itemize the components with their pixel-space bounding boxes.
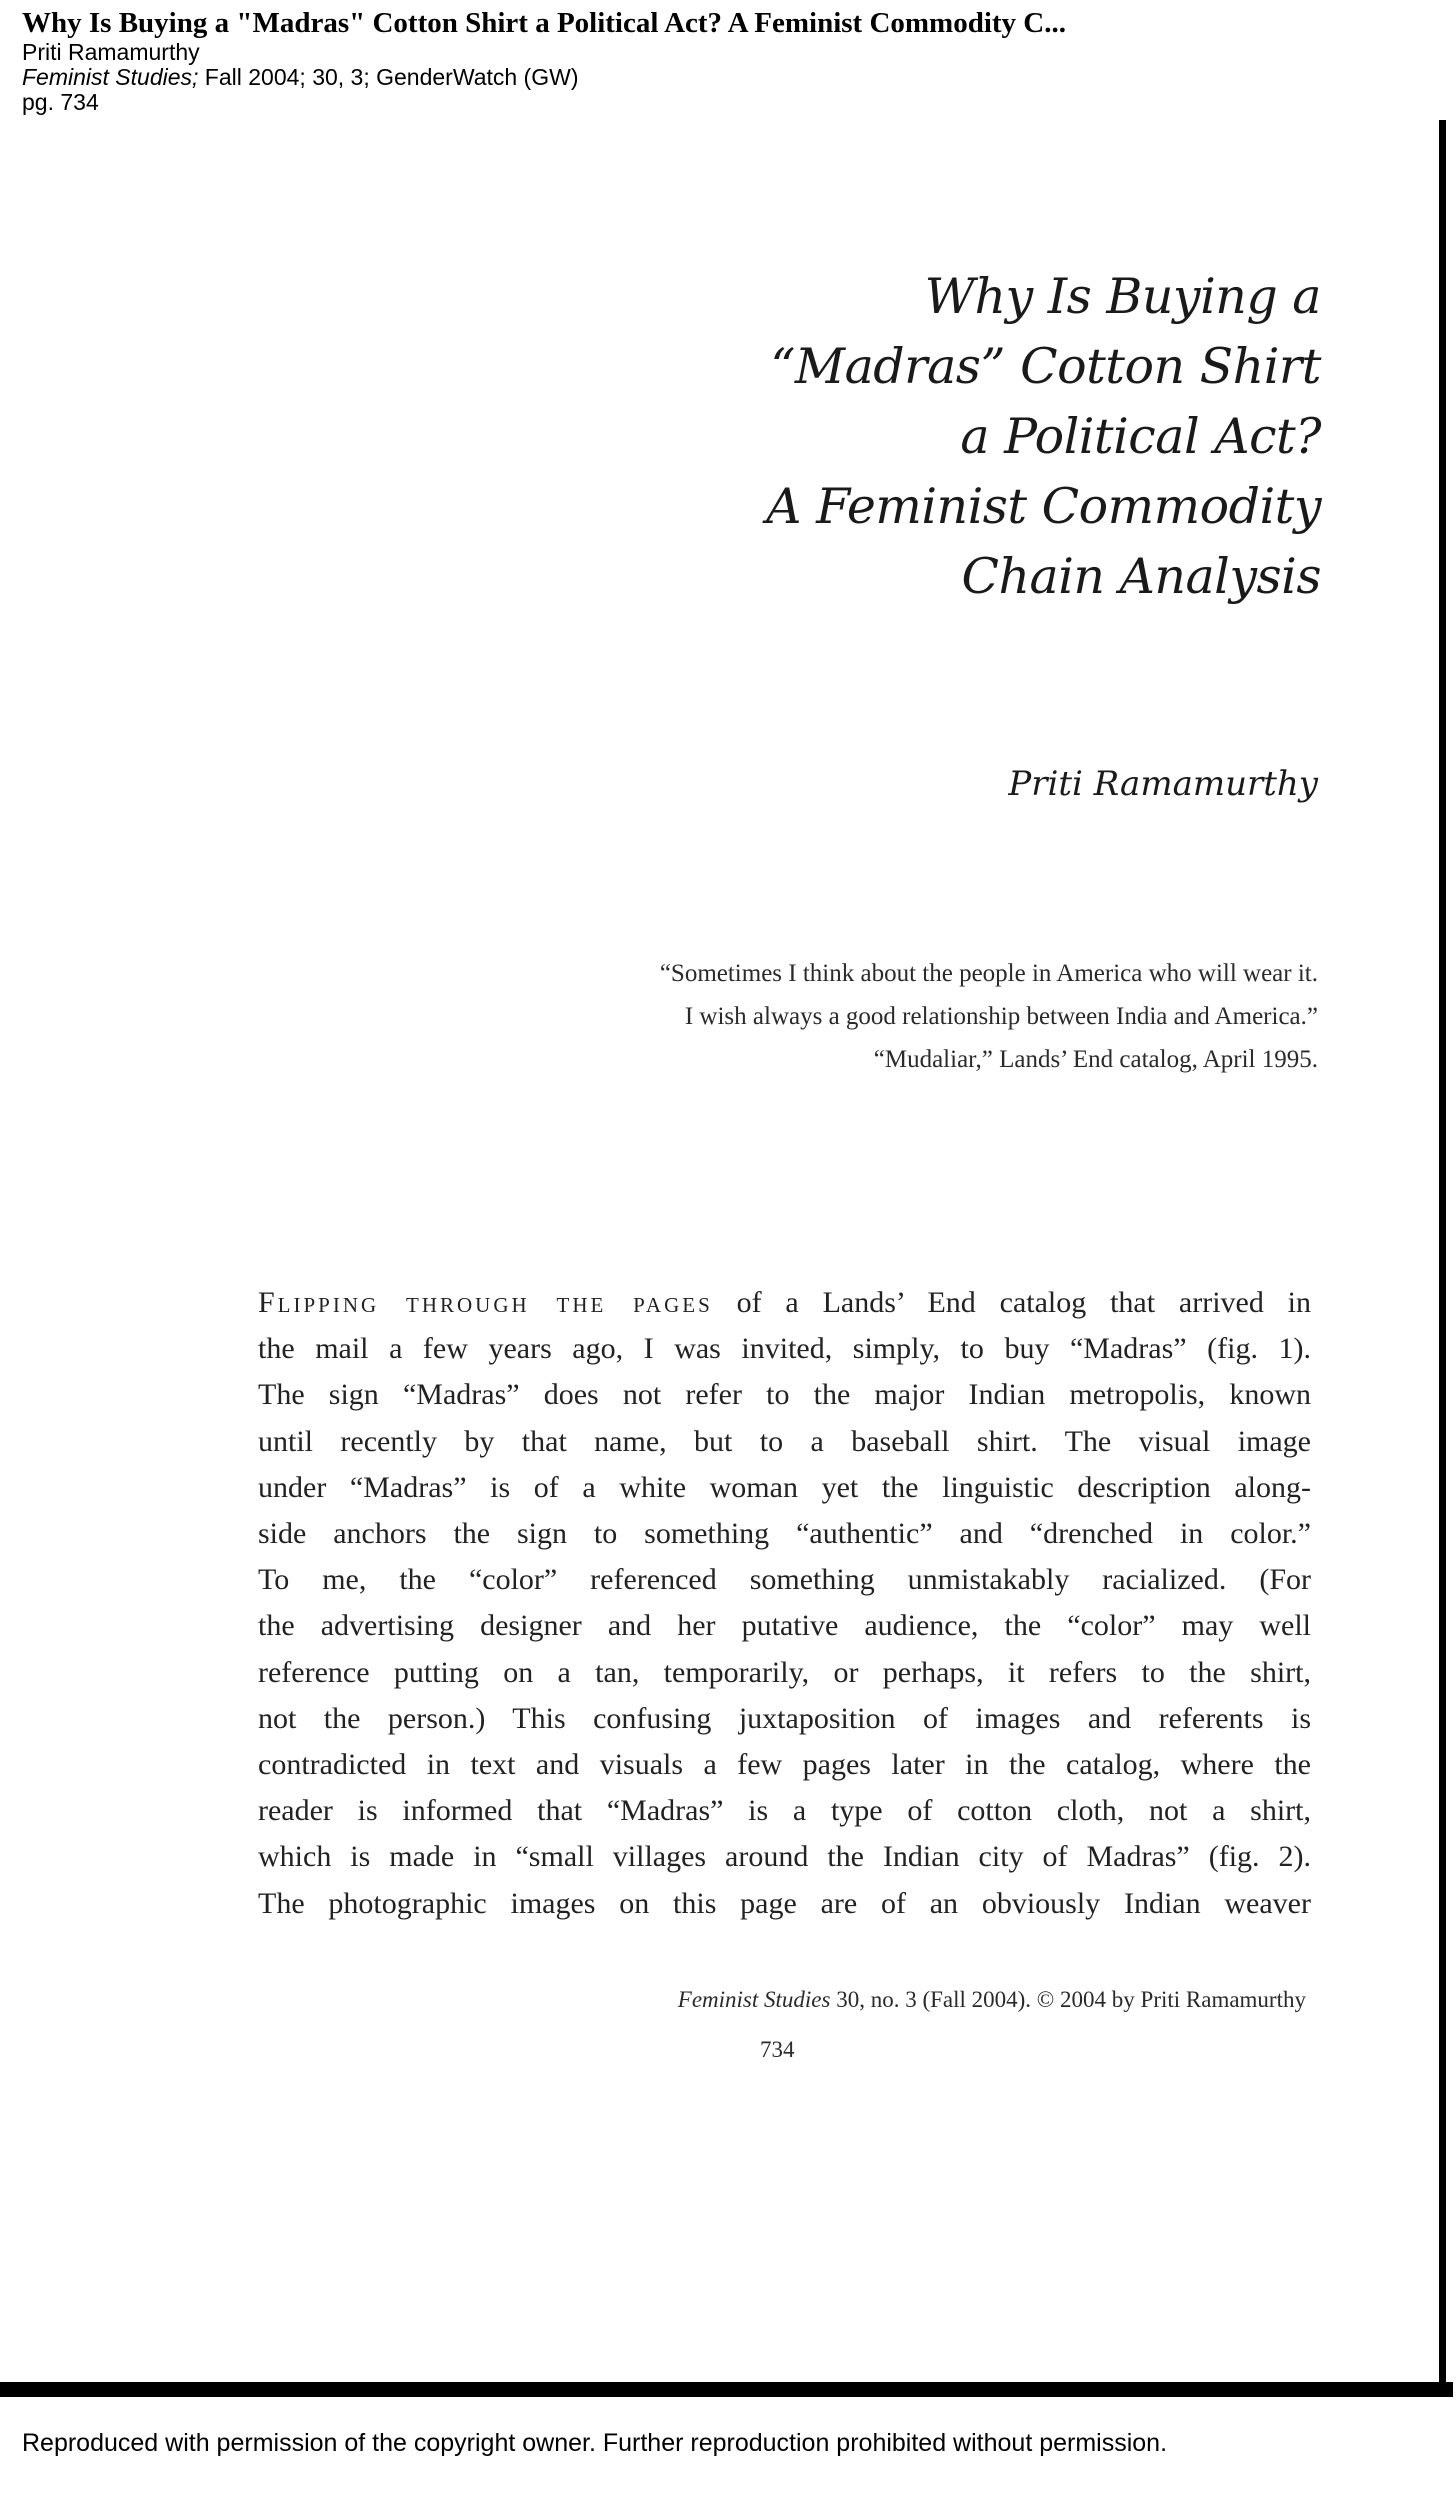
article-title-line: Why Is Buying a [924,268,1321,325]
body-line: not the person.) This confusing juxtaposition of images and referents is [258,1701,1311,1735]
body-line: The photographic images on this page are of an obviously Indian weaver [258,1886,1311,1920]
source-details: Fall 2004; 30, 3; GenderWatch (GW) [198,64,579,90]
source-line [22,65,1422,90]
article-title-line: A Feminist Commodity [766,478,1321,535]
epigraph [660,952,1318,1081]
document-title: Why Is Buying a "Madras" Cotton Shirt a Political Act? A Feminist Commodity C... [22,7,1066,39]
source-journal: Feminist Studies; [22,64,199,90]
article-title [766,262,1321,612]
database-header [22,6,1422,115]
article-title-line: Chain Analysis [961,548,1321,605]
opening-smallcaps: Flipping through the pages [258,1286,713,1319]
body-line: side anchors the sign to something “authentic” and “drenched in color.” [258,1517,1311,1551]
body-line: which is made in “small villages around the Indian city of Madras” (fig. 2). [258,1840,1311,1874]
article-author: Priti Ramamurthy [1008,764,1318,804]
epigraph-line: “Sometimes I think about the people in America who will wear it. [659,960,1318,987]
body-line: To me, the “color” referenced something unmistakably racialized. (For [258,1563,1311,1597]
permission-notice: Reproduced with permission of the copyright owner. Further reproduction prohibited without permission. [22,2429,1168,2457]
citation-journal: Feminist Studies [677,1987,831,2012]
epigraph-line: I wish always a good relationship between India and America.” [684,1003,1318,1030]
body-line: reference putting on a tan, temporarily, or perhaps, it refers to the shirt, [258,1655,1311,1689]
body-line: the mail a few years ago, I was invited, simply, to buy “Madras” (fig. 1). [258,1332,1311,1366]
body-line: the advertising designer and her putative audience, the “color” may well [258,1609,1311,1643]
citation-details: 30, no. 3 (Fall 2004). © 2004 by Priti Ramamurthy [830,1987,1306,2012]
page-reference: pg. 734 [22,89,99,115]
body-line: until recently by that name, but to a baseball shirt. The visual image [258,1424,1311,1458]
article-title-line: “Madras” Cotton Shirt [770,338,1321,395]
epigraph-attribution: “Mudaliar,” Lands’ End catalog, April 1995. [873,1046,1318,1073]
body-line: under “Madras” is of a white woman yet the linguistic description along- [258,1470,1311,1504]
article-body [258,1280,1311,1927]
body-line: reader is informed that “Madras” is a type of cotton cloth, not a shirt, [258,1794,1311,1828]
body-line: Flipping through the pages of a Lands’ End catalog that arrived in [258,1286,1312,1319]
article-title-line: a Political Act? [960,408,1321,465]
page-citation [678,1985,1306,2015]
document-author: Priti Ramamurthy [22,39,200,65]
body-line: The sign “Madras” does not refer to the major Indian metropolis, known [258,1378,1311,1412]
page-number: 734 [760,2037,795,2062]
page-border-rule [0,2382,1453,2397]
body-line: contradicted in text and visuals a few pages later in the catalog, where the [258,1748,1311,1782]
